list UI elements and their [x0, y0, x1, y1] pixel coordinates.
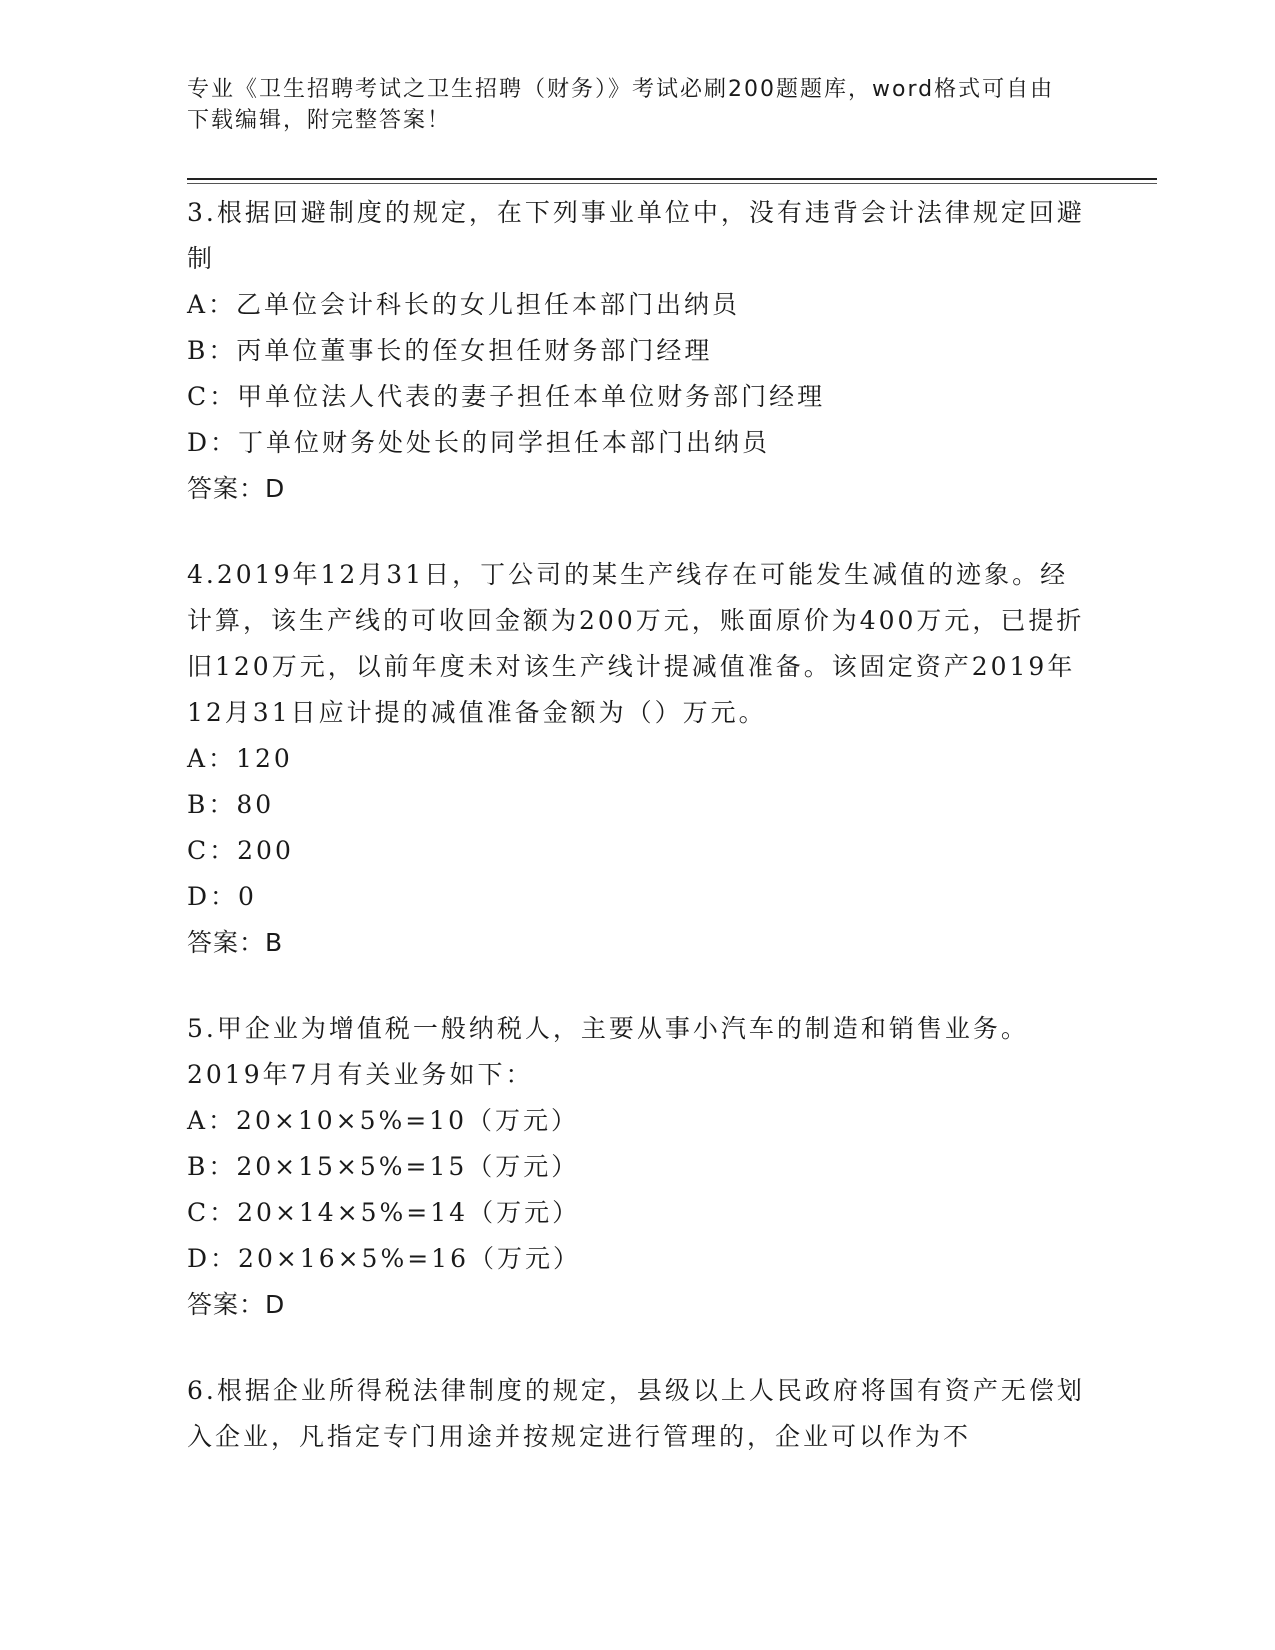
- question-text: 6.根据企业所得税法律制度的规定，县级以上人民政府将国有资产无偿划入企业，凡指定专门用途并按规定进行管理的，企业可以作为不: [187, 1376, 1085, 1451]
- option-a: A：20×10×5%=10（万元）: [187, 1106, 579, 1135]
- option-d: D：0: [187, 882, 257, 911]
- question-6: [187, 1368, 1087, 1460]
- header-rule-thick: [187, 178, 1157, 180]
- option-b: B：20×15×5%=15（万元）: [187, 1152, 580, 1181]
- question-4: [187, 552, 1087, 966]
- document-header: 专业《卫生招聘考试之卫生招聘（财务）》考试必刷200题题库，word格式可自由下载编辑，附完整答案！: [187, 77, 1055, 133]
- option-d: D：丁单位财务处处长的同学担任本部门出纳员: [187, 428, 771, 457]
- option-a: A：乙单位会计科长的女儿担任本部门出纳员: [187, 290, 741, 319]
- option-c: C：200: [187, 836, 294, 865]
- question-text: 5.甲企业为增值税一般纳税人，主要从事小汽车的制造和销售业务。2019年7月有关业务如下：: [187, 1014, 1029, 1089]
- option-b: B：80: [187, 790, 275, 819]
- option-c: C：甲单位法人代表的妻子担任本单位财务部门经理: [187, 382, 826, 411]
- question-5: [187, 1006, 1087, 1328]
- option-d: D：20×16×5%=16（万元）: [187, 1244, 581, 1273]
- question-list: [187, 190, 1087, 1500]
- question-text: 3.根据回避制度的规定，在下列事业单位中，没有违背会计法律规定回避制: [187, 198, 1085, 273]
- answer: 答案：D: [187, 1290, 286, 1319]
- option-a: A：120: [187, 744, 293, 773]
- answer: 答案：D: [187, 474, 286, 503]
- option-c: C：20×14×5%=14（万元）: [187, 1198, 581, 1227]
- question-text: 4.2019年12月31日，丁公司的某生产线存在可能发生减值的迹象。经计算，该生产线的可收回金额为200万元，账面原价为400万元，已提折旧120万元，以前年度未对该生产线计提减值准备。该固定资产2019年12月31日应计提的减值准备金额为（）万元。: [187, 560, 1085, 727]
- answer: 答案：B: [187, 928, 284, 957]
- option-b: B：丙单位董事长的侄女担任财务部门经理: [187, 336, 713, 365]
- header-rule-thin: [187, 183, 1157, 184]
- question-3: [187, 190, 1087, 512]
